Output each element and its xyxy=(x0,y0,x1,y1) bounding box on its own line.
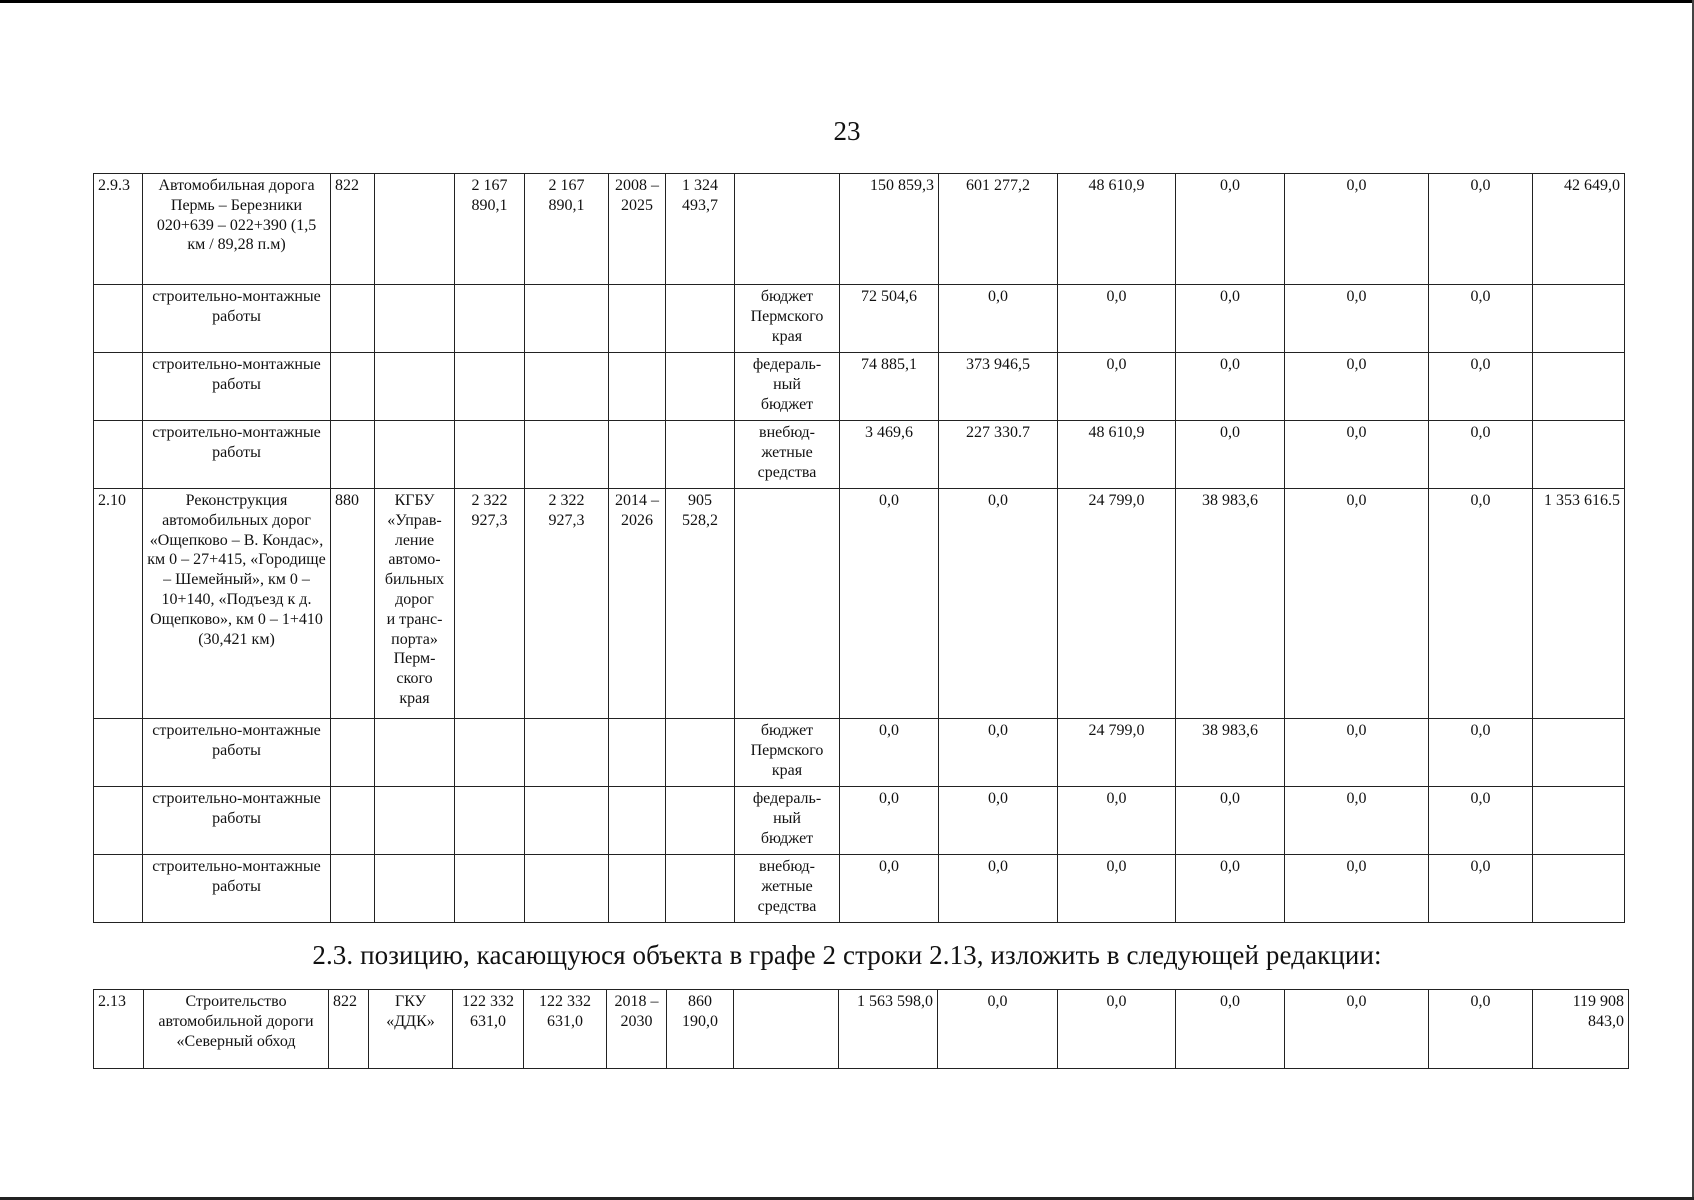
value-cell: 0,0 xyxy=(1429,353,1533,421)
value-cell: 0,0 xyxy=(840,855,939,923)
value-cell: 0,0 xyxy=(1176,421,1285,489)
work-type: строительно-монтажные работы xyxy=(143,855,331,923)
value-cell: 227 330.7 xyxy=(939,421,1058,489)
value-cell: 3 469,6 xyxy=(840,421,939,489)
customer-cell xyxy=(375,174,455,285)
value-cell: 0,0 xyxy=(1176,855,1285,923)
prior-cell: 860 190,0 xyxy=(667,990,734,1069)
prior-cell: 1 324 493,7 xyxy=(666,174,735,285)
value-cell: 0,0 xyxy=(1285,174,1429,285)
value-cell: 24 799,0 xyxy=(1058,719,1176,787)
value-cell xyxy=(1533,787,1625,855)
table-row xyxy=(94,489,1625,719)
object-name: Строительство автомобильной дороги «Северный обход xyxy=(144,990,329,1069)
page-number: 23 xyxy=(833,116,861,146)
value-cell: 0,0 xyxy=(1429,855,1533,923)
table-row xyxy=(94,787,1625,855)
value-cell: 0,0 xyxy=(1429,787,1533,855)
bottom-table xyxy=(93,989,1629,1069)
source-cell: внебюд- жетные средства xyxy=(735,421,840,489)
value-cell: 0,0 xyxy=(1285,855,1429,923)
period-cell: 2008 – 2025 xyxy=(609,174,666,285)
source-cell: бюджет Пермского края xyxy=(735,719,840,787)
value-cell: 0,0 xyxy=(1429,990,1533,1069)
value-cell: 0,0 xyxy=(1058,990,1176,1069)
table-row xyxy=(94,990,1629,1069)
value-cell: 373 946,5 xyxy=(939,353,1058,421)
cost-cell: 2 167 890,1 xyxy=(525,174,609,285)
table-row xyxy=(94,719,1625,787)
source-cell: бюджет Пермского края xyxy=(735,285,840,353)
value-cell: 0,0 xyxy=(939,489,1058,719)
value-cell: 1 563 598,0 xyxy=(839,990,938,1069)
cost-cell: 2 322 927,3 xyxy=(455,489,525,719)
row-number: 2.10 xyxy=(94,489,143,719)
cost-cell: 2 167 890,1 xyxy=(455,174,525,285)
value-cell: 0,0 xyxy=(1285,421,1429,489)
work-type: строительно-монтажные работы xyxy=(143,285,331,353)
source-cell xyxy=(735,489,840,719)
work-type: строительно-монтажные работы xyxy=(143,353,331,421)
table-row xyxy=(94,421,1625,489)
value-cell: 0,0 xyxy=(1285,285,1429,353)
work-type: строительно-монтажные работы xyxy=(143,421,331,489)
value-cell: 48 610,9 xyxy=(1058,421,1176,489)
value-cell: 0,0 xyxy=(1058,285,1176,353)
value-cell: 0,0 xyxy=(1176,787,1285,855)
object-name: Автомобильная дорога Пермь – Березники 020+639 – 022+390 (1,5 км / 89,28 п.м) xyxy=(143,174,331,285)
value-cell: 0,0 xyxy=(939,855,1058,923)
code-cell: 822 xyxy=(331,174,375,285)
value-cell: 0,0 xyxy=(1429,285,1533,353)
value-cell: 0,0 xyxy=(939,719,1058,787)
table-row xyxy=(94,353,1625,421)
value-cell: 0,0 xyxy=(938,990,1058,1069)
value-cell: 0,0 xyxy=(1285,489,1429,719)
row-number: 2.9.3 xyxy=(94,174,143,285)
value-cell: 0,0 xyxy=(1058,353,1176,421)
work-type: строительно-монтажные работы xyxy=(143,787,331,855)
value-cell: 0,0 xyxy=(1429,489,1533,719)
cost-cell: 122 332 631,0 xyxy=(453,990,524,1069)
value-cell: 0,0 xyxy=(1176,353,1285,421)
customer-cell: ГКУ «ДДК» xyxy=(369,990,453,1069)
value-cell: 0,0 xyxy=(1285,719,1429,787)
table-row xyxy=(94,285,1625,353)
source-cell: федераль- ный бюджет xyxy=(735,787,840,855)
period-cell: 2014 – 2026 xyxy=(609,489,666,719)
value-cell: 119 908 843,0 xyxy=(1533,990,1629,1069)
source-cell xyxy=(734,990,839,1069)
work-type: строительно-монтажные работы xyxy=(143,719,331,787)
value-cell xyxy=(1533,353,1625,421)
value-cell: 150 859,3 xyxy=(840,174,939,285)
value-cell: 0,0 xyxy=(1429,719,1533,787)
source-cell xyxy=(735,174,840,285)
value-cell xyxy=(1533,719,1625,787)
value-cell: 74 885,1 xyxy=(840,353,939,421)
value-cell: 601 277,2 xyxy=(939,174,1058,285)
main-table xyxy=(93,173,1625,923)
table-row xyxy=(94,174,1625,285)
period-cell: 2018 – 2030 xyxy=(607,990,667,1069)
code-cell: 880 xyxy=(331,489,375,719)
value-cell: 0,0 xyxy=(840,719,939,787)
value-cell: 24 799,0 xyxy=(1058,489,1176,719)
value-cell xyxy=(1533,285,1625,353)
value-cell xyxy=(1533,421,1625,489)
value-cell: 0,0 xyxy=(1285,787,1429,855)
value-cell: 0,0 xyxy=(1285,990,1429,1069)
value-cell: 0,0 xyxy=(1058,787,1176,855)
value-cell: 42 649,0 xyxy=(1533,174,1625,285)
value-cell: 0,0 xyxy=(840,489,939,719)
value-cell: 38 983,6 xyxy=(1176,489,1285,719)
code-cell: 822 xyxy=(329,990,369,1069)
value-cell: 0,0 xyxy=(1176,174,1285,285)
value-cell: 1 353 616.5 xyxy=(1533,489,1625,719)
value-cell: 48 610,9 xyxy=(1058,174,1176,285)
value-cell: 0,0 xyxy=(939,787,1058,855)
page-edge-top xyxy=(0,0,1694,3)
cost-cell: 2 322 927,3 xyxy=(525,489,609,719)
source-cell: внебюд- жетные средства xyxy=(735,855,840,923)
value-cell: 0,0 xyxy=(1176,990,1285,1069)
value-cell xyxy=(1533,855,1625,923)
value-cell: 0,0 xyxy=(939,285,1058,353)
amendment-instruction: 2.3. позицию, касающуюся объекта в графе 2 строки 2.13, изложить в следующей редакции: xyxy=(312,940,1382,970)
value-cell: 0,0 xyxy=(1285,353,1429,421)
value-cell: 0,0 xyxy=(840,787,939,855)
object-name: Реконструкция автомобильных дорог «Ощепково – В. Кондас», км 0 – 27+415, «Городище – Шемейный», км 0 – 10+140, «Подъезд к д. Ощепково», км 0 – 1+410 (30,421 км) xyxy=(143,489,331,719)
value-cell: 72 504,6 xyxy=(840,285,939,353)
table-row xyxy=(94,855,1625,923)
value-cell: 0,0 xyxy=(1429,421,1533,489)
value-cell: 0,0 xyxy=(1058,855,1176,923)
row-number: 2.13 xyxy=(94,990,144,1069)
customer-cell: КГБУ «Управ- ление автомо- бильных дорог и транс- порта» Перм- ского края xyxy=(375,489,455,719)
cost-cell: 122 332 631,0 xyxy=(524,990,607,1069)
prior-cell: 905 528,2 xyxy=(666,489,735,719)
value-cell: 38 983,6 xyxy=(1176,719,1285,787)
value-cell: 0,0 xyxy=(1176,285,1285,353)
source-cell: федераль- ный бюджет xyxy=(735,353,840,421)
value-cell: 0,0 xyxy=(1429,174,1533,285)
